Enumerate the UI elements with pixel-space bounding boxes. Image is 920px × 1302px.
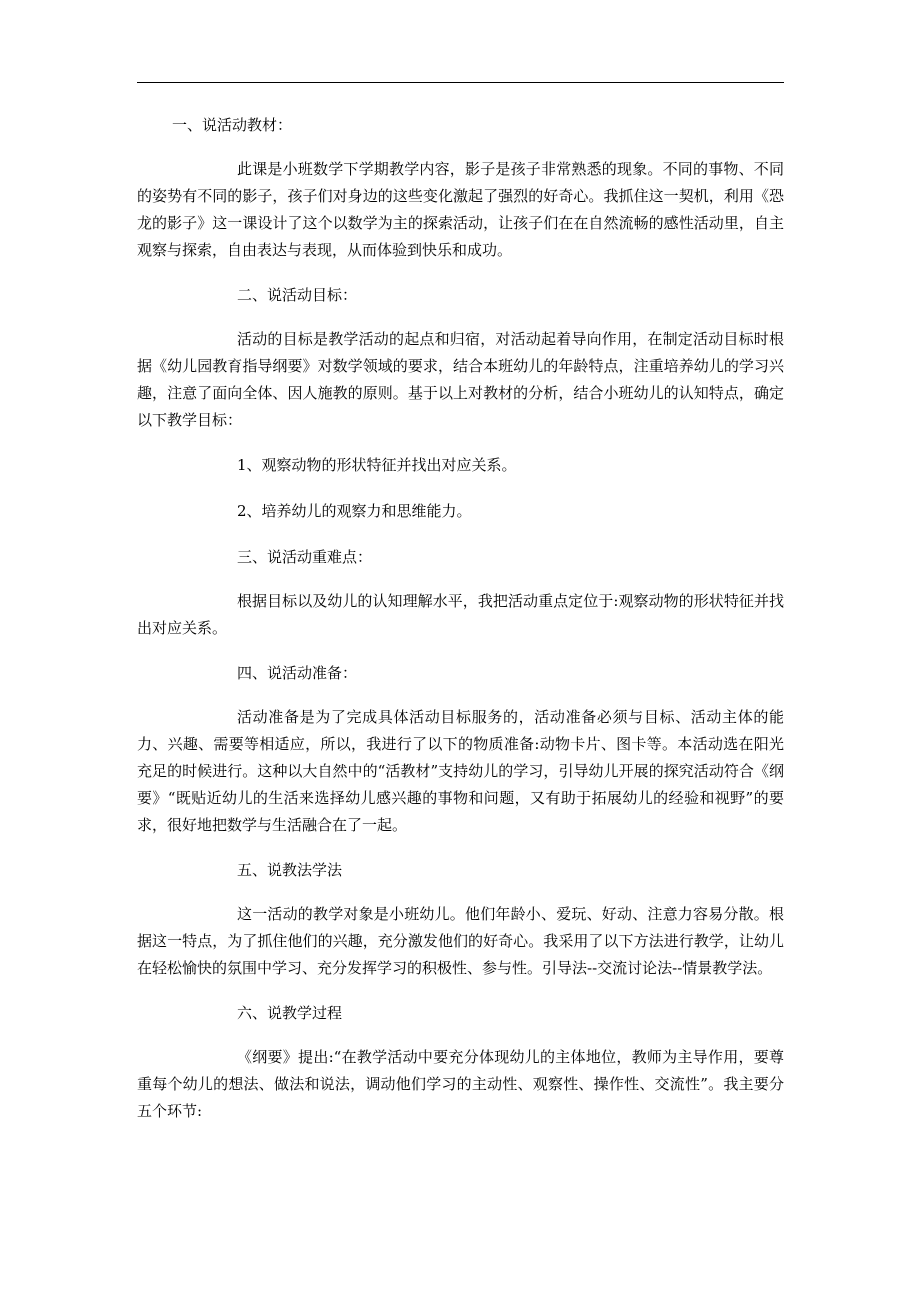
paragraph-materials: 此课是小班数学下学期教学内容，影子是孩子非常熟悉的现象。不同的事物、不同的姿势有不同的影子，孩子们对身边的这些变化激起了强烈的好奇心。我抓住这一契机，利用《恐龙的影子》这一课设计了这个以数学为主的探索活动，让孩子们在在自然流畅的感性活动里，自主观察与探索，自由表达与表现，从而体验到快乐和成功。 <box>137 160 784 259</box>
header-rule <box>137 82 784 83</box>
paragraph-goals: 活动的目标是教学活动的起点和归宿，对活动起着导向作用，在制定活动目标时根据《幼儿园教育指导纲要》对数学领域的要求，结合本班幼儿的年龄特点，注重培养幼儿的学习兴趣，注意了面向全体、因人施教的原则。基于以上对教材的分析，结合小班幼儿的认知特点，确定以下教学目标： <box>137 330 784 429</box>
section-heading-methods: 五、说教法学法 <box>237 861 343 879</box>
document-body <box>137 110 784 1141</box>
paragraph-key-points: 根据目标以及幼儿的认知理解水平，我把活动重点定位于:观察动物的形状特征并找出对应关系。 <box>137 592 784 637</box>
paragraph-preparation: 活动准备是为了完成具体活动目标服务的，活动准备必须与目标、活动主体的能力、兴趣、需要等相适应，所以，我进行了以下的物质准备:动物卡片、图卡等。本活动选在阳光充足的时候进行。这种以大自然中的“活教材”支持幼儿的学习，引导幼儿开展的探究活动符合《纲要》“既贴近幼儿的生活来选择幼儿感兴趣的事物和问题，又有助于拓展幼儿的经验和视野”的要求，很好地把数学与生活融合在了一起。 <box>137 708 784 834</box>
section-heading-key-points: 三、说活动重难点： <box>237 548 373 566</box>
section-heading-goals: 二、说活动目标： <box>237 286 358 304</box>
section-heading-materials: 一、说活动教材： <box>172 116 293 134</box>
goal-item-2: 2、培养幼儿的观察力和思维能力。 <box>237 502 472 520</box>
paragraph-methods: 这一活动的教学对象是小班幼儿。他们年龄小、爱玩、好动、注意力容易分散。根据这一特点，为了抓住他们的兴趣，充分激发他们的好奇心。我采用了以下方法进行教学，让幼儿在轻松愉快的氛围中学习、充分发挥学习的积极性、参与性。引导法--交流讨论法--情景教学法。 <box>137 905 784 977</box>
section-heading-preparation: 四、说活动准备： <box>237 664 358 682</box>
section-heading-process: 六、说教学过程 <box>237 1004 343 1022</box>
goal-item-1: 1、观察动物的形状特征并找出对应关系。 <box>237 456 517 474</box>
paragraph-process: 《纲要》提出:“在教学活动中要充分体现幼儿的主体地位，教师为主导作用，要尊重每个幼儿的想法、做法和说法，调动他们学习的主动性、观察性、操作性、交流性”。我主要分五个环节: <box>137 1048 784 1120</box>
